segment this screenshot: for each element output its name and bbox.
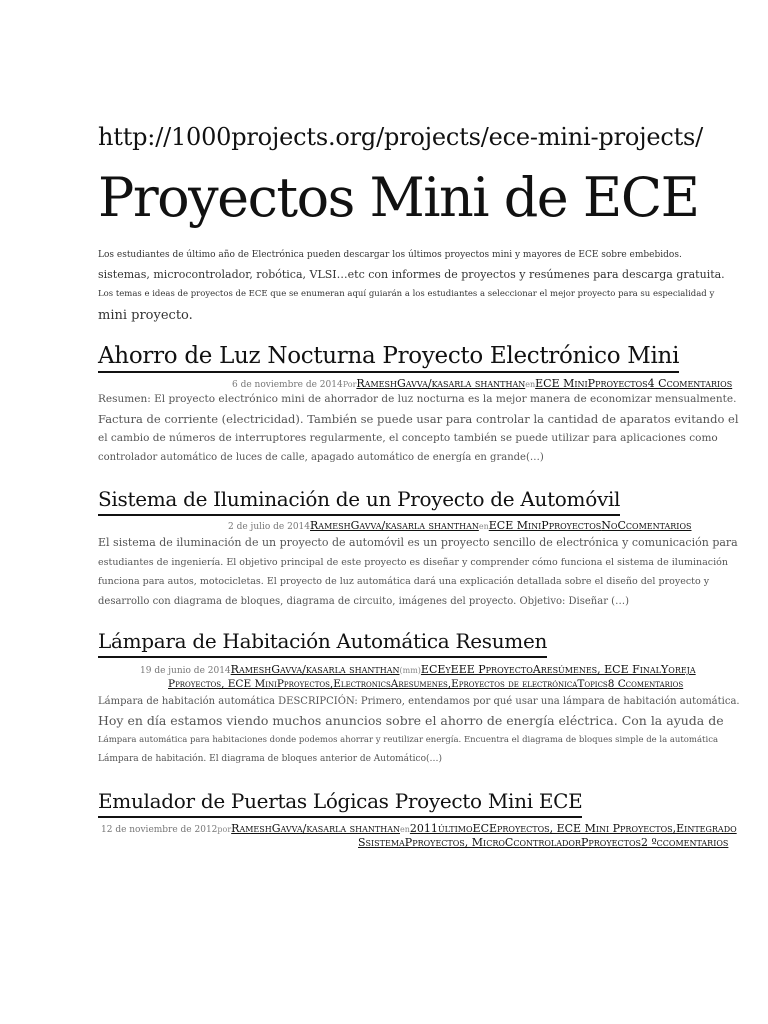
article-title-1[interactable]: Ahorro de Luz Nocturna Proyecto Electrónico Mini [98,341,679,373]
comments-link[interactable]: NoCcomentarios [601,519,692,532]
source-url[interactable]: http://1000projects.org/projects/ece-mini-projects/ [98,123,704,151]
article-3-line-2: Hoy en día estamos viendo muchos anuncios sobre el ahorro de energía eléctrica. Con la ayuda de [98,713,724,728]
article-3-line-4: Lámpara de habitación. El diagrama de bloques anterior de Automático(…) [98,754,443,764]
article-meta-3-line-2 [168,678,683,690]
by-label: Por [342,380,357,389]
in-label: en [478,522,489,531]
author-link[interactable]: RameshGavva/kasarla shanthan [310,519,479,532]
comments-link[interactable]: 2 ºccomentarios [641,836,729,849]
in-label: en [400,825,410,834]
topics-link[interactable]: Topics [577,678,608,690]
post-date: 19 de junio de 2014 [140,666,231,676]
by-label: por [217,825,232,834]
category-link[interactable]: ECE MiniPproyectos [535,377,648,390]
article-meta-1 [232,377,732,390]
intro-line-4: mini proyecto. [98,308,193,323]
article-2-line-3: funciona para autos, motocicletas. El proyecto de luz automática dará una explicación detallada sobre el diseño del proyecto y [98,576,710,587]
comments-link[interactable]: 4 Ccomentarios [647,377,733,390]
article-meta-2 [228,519,692,532]
post-date: 12 de noviembre de 2012 [101,825,218,835]
author-link[interactable]: RameshGavva/kasarla shanthan [356,377,526,390]
post-date: 2 de julio de 2014 [228,522,311,532]
article-1-line-2: Factura de corriente (electricidad). También se puede usar para controlar la cantidad de aparatos evitando el [98,412,739,426]
article-3-line-3: Lámpara automática para habitaciones donde podemos ahorrar y reutilizar energía. Encuentra el diagrama de bloques simple de la automática [98,735,719,745]
page-title: Proyectos Mini de ECE [98,166,699,229]
article-1-line-4: controlador automático de luces de calle, apagado automático de energía en grande(…) [98,452,544,463]
article-title-4[interactable]: Emulador de Puertas Lógicas Proyecto Mini ECE [98,786,582,818]
intro-line-1: Los estudiantes de último año de Electrónica pueden descargar los últimos proyectos mini y mayores de ECE sobre embebidos. [98,250,682,260]
intro-line-2: sistemas, microcontrolador, robótica, VLSI…etc con informes de proyectos y resúmenes para descarga gratuita. [98,268,725,281]
author-link[interactable]: RameshGavva/kasarla shanthan [231,822,401,835]
article-meta-4-line-2 [358,836,728,849]
article-meta-3-line-1 [140,663,696,676]
in-label: (mm) [399,666,421,675]
article-2-line-4: desarrollo con diagrama de bloques, diagrama de circuito, imágenes del proyecto. Objetivo: Diseñar (…) [98,596,629,607]
article-1-line-1: Resumen: El proyecto electrónico mini de ahorrador de luz nocturna es la mejor manera de economizar mensualmente. [98,393,737,405]
category-link[interactable]: ECE MiniPproyectos [488,519,602,532]
comments-link[interactable]: 8 Ccomentarios [607,678,684,690]
article-title-2[interactable]: Sistema de Iluminación de un Proyecto de Automóvil [98,484,620,516]
in-label: en [525,380,536,389]
article-1-line-3: el cambio de números de interruptores regularmente, el concepto también se puede utilizar para aplicaciones como [98,432,718,444]
author-link[interactable]: RameshGavva/kasarla shanthan [230,663,400,676]
category-links[interactable]: ECEyEEE PproyectoAresúmenes, ECE FinalYoreja [420,663,696,676]
article-2-line-1: El sistema de iluminación de un proyecto de automóvil es un proyecto sencillo de electrónica y comunicación para [98,536,738,549]
article-2-line-2: estudiantes de ingeniería. El objetivo principal de este proyecto es diseñar y comprender cómo funciona el sistema de iluminación [98,557,728,568]
article-title-3[interactable]: Lámpara de Habitación Automática Resumen [98,626,547,658]
intro-line-3: Los temas e ideas de proyectos de ECE que se enumeran aquí guiarán a los estudiantes a seleccionar el mejor proyecto para su especialidad y [98,289,715,299]
article-meta-4-line-1 [101,822,737,835]
category-links[interactable]: Pproyectos, ECE MiniPproyectos,ElectronicsAresumenes,Eproyectos de electrónica [168,678,578,690]
article-3-line-1: Lámpara de habitación automática DESCRIPCIÓN: Primero, entendamos por qué usar una lámpara de habitación automática. [98,696,740,707]
category-links[interactable]: 2011últimoECEproyectos, ECE Mini Pproyectos,Eintegrado [409,822,737,835]
category-links[interactable]: SsistemaPproyectos, MicroCcontroladorPproyectos [358,836,641,849]
post-date: 6 de noviembre de 2014 [232,380,343,390]
